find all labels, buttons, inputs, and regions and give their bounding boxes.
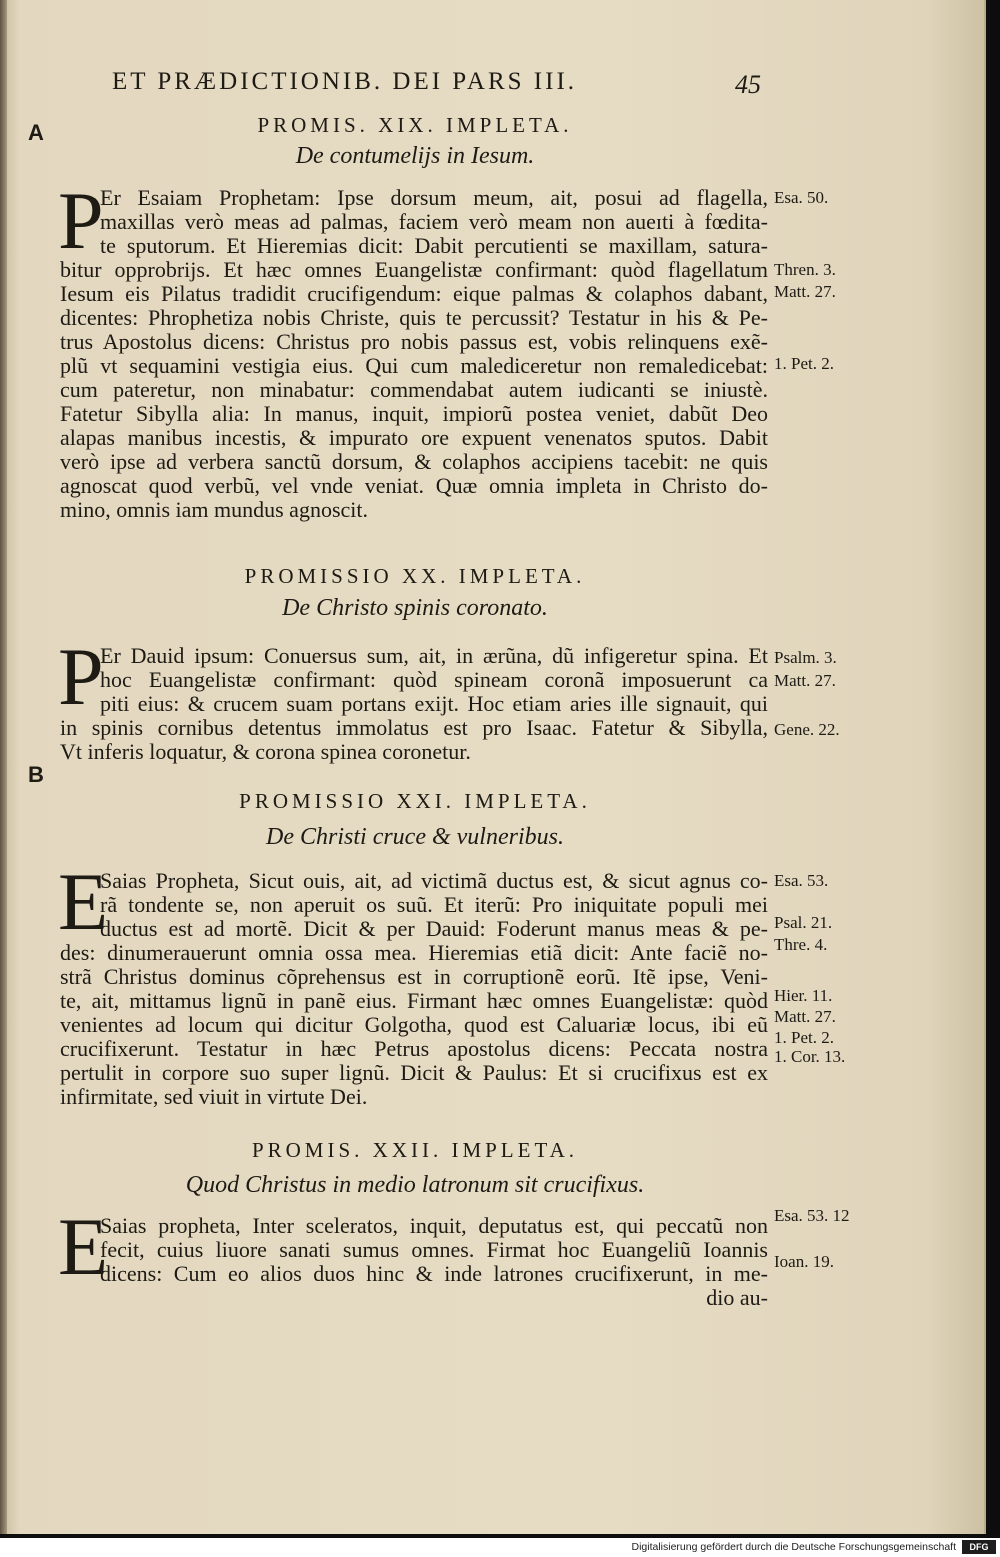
text-line: piti eius: & crucem suam portans exijt. Hoc etiam aries ille signauit, qui [100,691,768,716]
paragraph [60,644,768,764]
text-line: te, ait, mittamus lignũ in panẽ eius. Firmant hæc omnes Euangelistæ: quòd [60,988,768,1013]
margin-note: Ioan. 19. [774,1252,834,1271]
page-binding-edge [0,0,7,1534]
section-letter-a: A [28,120,44,145]
text-line: crucifixerunt. Testatur in hæc Petrus apostolus dicens: Peccata nostra [60,1036,768,1061]
section-heading: PROMISSIO XXI. IMPLETA. [239,789,591,813]
section-subheading: De Christi cruce & vulneribus. [266,824,564,850]
margin-note: 1. Pet. 2. [774,354,834,373]
margin-note: Esa. 53. 12 [774,1206,850,1225]
text-line: Er Esaiam Prophetam: Ipse dorsum meum, ait, posui ad flagella, [100,185,768,210]
text-line: venientes ad locum qui dicitur Golgotha, quod est Caluariæ locus, ibi eũ [60,1012,768,1037]
text-line: plũ vt sequamini vestigia eius. Qui cum malediceretur non remaledicebat: [60,353,768,378]
text-line: verò ipse ad verbera sanctũ dorsum, & colaphos accipiens tacebit: ne quis [60,449,768,474]
drop-capital: P [58,631,104,722]
margin-note: Esa. 50. [774,188,829,207]
text-line: maxillas verò meas ad palmas, faciem verò meam non aueɪti à fœdita- [100,209,768,234]
text-line: cum pateretur, non minabatur: commendabat autem iudicanti se iniustè. [60,377,768,402]
drop-capital: E [58,856,109,947]
text-line: dicens: Cum eo alios duos hinc & inde latrones crucifixerunt, in me- [100,1261,768,1286]
section-subheading: Quod Christus in medio latronum sit crucifixus. [185,1172,645,1198]
running-head: ET PRÆDICTIONIB. DEI PARS III. [112,68,578,95]
catchword: dio au- [706,1285,768,1310]
section-heading: PROMIS. XIX. IMPLETA. [257,113,573,137]
digitization-footer [0,1538,1000,1557]
text-line: fecit, cuius liuore sanati sumus omnes. Firmat hoc Euangeliũ Ioannis [100,1237,768,1262]
drop-capital: P [58,175,104,266]
footer-credit: Digitalisierung gefördert durch die Deutsche Forschungsgemeinschaft [631,1541,956,1553]
text-line: strã Christus dominus cõprehensus est in corruptionẽ eorũ. Itẽ ipse, Veni- [60,964,768,989]
section-subheading: De contumelijs in Iesum. [295,143,535,169]
text-line: mino, omnis iam mundus agnoscit. [60,497,368,522]
text-line: ductus est ad mortẽ. Dicit & per Dauid: Foderunt manus meas & pe- [100,916,768,941]
margin-note: Esa. 53. [774,871,829,890]
dfg-logo: DFG [962,1540,996,1554]
text-line: te sputorum. Et Hieremias dicit: Dabit percutienti se maxillam, satura- [100,233,768,258]
text-line: agnoscat quod verbũ, vel vnde veniat. Quæ omnia impleta in Christo do- [60,473,768,498]
margin-note: Matt. 27. [774,671,836,690]
text-line: Vt inferis loquatur, & corona spinea coronetur. [60,739,471,764]
text-line: Er Dauid ipsum: Conuersus sum, ait, in ærũna, dũ infigeretur spina. Et [100,643,768,668]
drop-capital: E [58,1201,109,1292]
text-line: trus Apostolus dicens: Christus pro nobis passus est, vobis relinquens exẽ- [60,329,768,354]
margin-note: Psal. 21. [774,913,833,932]
page-number: 45 [735,70,761,99]
margin-note: 1. Pet. 2. [774,1028,834,1047]
margin-note: Thren. 3. [774,260,836,279]
section-letter-b: B [28,762,44,787]
text-line: in spinis cornibus detentus immolatus est pro Isaac. Fatetur & Sibylla, [60,715,768,740]
text-line: Saias propheta, Inter sceleratos, inquit, deputatus est, qui peccatũ non [100,1213,768,1238]
margin-note: Psalm. 3. [774,648,837,667]
text-line: hoc Euangelistæ confirmant: quòd spineam coronã imposuerunt ca [100,667,768,692]
text-line: rã tondente se, non aperuit os suũ. Et iterũ: Pro iniquitate populi mei [100,892,768,917]
margin-note: 1. Cor. 13. [774,1047,846,1066]
text-line: Iesum eis Pilatus tradidit crucifigendum: eique palmas & colaphos dabant, [60,281,768,306]
text-line: Saias Propheta, Sicut ouis, ait, ad victimã ductus est, & sicut agnus co- [100,868,768,893]
text-line: dicentes: Phrophetiza nobis Christe, quis te percussit? Testatur in his & Pe- [60,305,768,330]
text-line: alapas manibus incestis, & impurato ore expuent venenatos sputos. Dabit [60,425,768,450]
text-line: pertulit in corpore suo super lignũ. Dicit & Paulus: Et si crucifixus est ex [60,1060,768,1085]
paragraph [60,1214,768,1310]
text-line: des: dinumerauerunt omnia ossa mea. Hieremias etiã dicit: Ante faciẽ no- [60,940,768,965]
text-line: bitur opprobrijs. Et hæc omnes Euangelistæ confirmant: quòd flagellatum [60,257,768,282]
margin-note: Gene. 22. [774,720,840,739]
paragraph [60,186,768,522]
paragraph [60,869,768,1109]
section-subheading: De Christo spinis coronato. [282,595,548,621]
margin-note: Matt. 27. [774,1007,836,1026]
margin-note: Matt. 27. [774,282,836,301]
section-heading: PROMIS. XXII. IMPLETA. [251,1138,579,1162]
text-line: Fatetur Sibylla alia: In manus, inquit, impiorũ postea veniet, dabũt Deo [60,401,768,426]
section-heading: PROMISSIO XX. IMPLETA. [244,564,586,588]
margin-note: Hier. 11. [774,986,833,1005]
text-line: infirmitate, sed viuit in virtute Dei. [60,1084,368,1109]
margin-note: Thre. 4. [774,935,828,954]
